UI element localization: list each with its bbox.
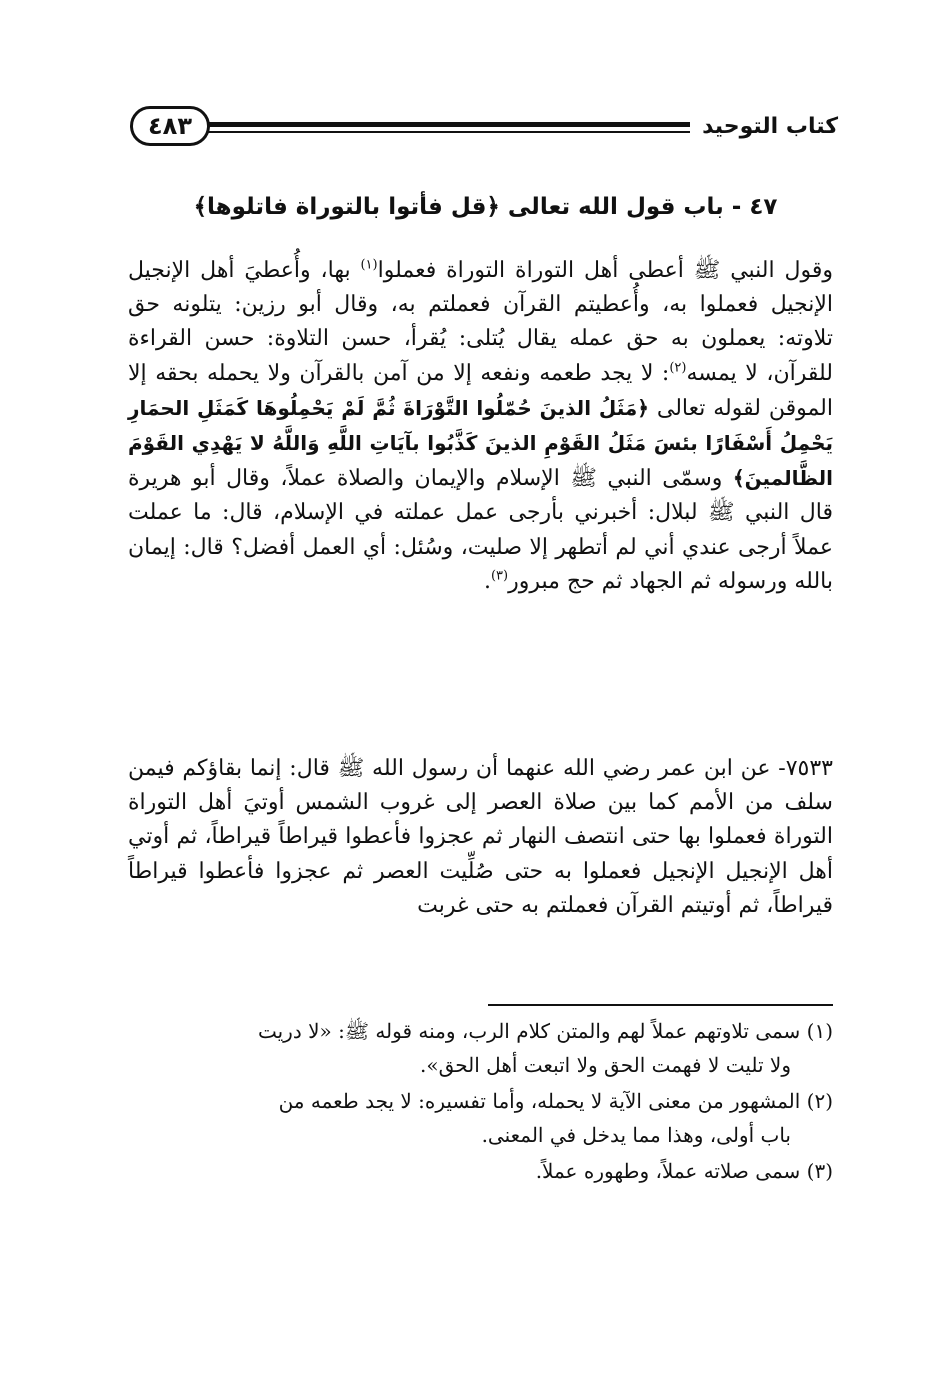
intro-text-3: : لا يجد طعمه ونفعه إلا من آمن بالقرآن ولا يحمله بحقه إلا الموقن لقوله تعالى (128, 360, 833, 421)
chapter-heading: ٤٧ - باب قول الله تعالى ﴿قل فأتوا بالتوراة فاتلوها﴾ (193, 194, 778, 220)
footnote-1-line-1: (١) سمى تلاوتهم عملاً لهم والمتن كلام الرب، ومنه قوله ﷺ: «لا دريت (257, 1019, 833, 1043)
footnotes (128, 1014, 833, 1190)
footnote-2-line-1: (٢) المشهور من معنى الآية لا يحمله، وأما تفسيره: لا يجد طعمه من (278, 1089, 833, 1113)
footnote-ref-1: (١) (360, 257, 378, 273)
intro-text-4: وسمّى النبي ﷺ الإسلام والإيمان والصلاة عملاً، وقال أبو هريرة قال النبي ﷺ لبلال: أخبرني بأرجى عمل عملته في الإسلام، قال: ما عملت عملاً أرجى عندي أني لم أتطهر إلا صليت، وسُئل: أي العمل أفضل؟ قال: إيمان بالله ورسوله ثم الجهاد ثم حج مبرور (128, 466, 833, 594)
intro-text-1: وقول النبي ﷺ أعطى أهل التوراة التوراة فعملوا (377, 258, 833, 283)
header-rule-thick (206, 122, 690, 127)
hadith-paragraph (128, 752, 833, 923)
intro-text-5: . (483, 568, 491, 594)
intro-paragraph (128, 254, 833, 599)
page-number: ٤٨٣ (130, 106, 210, 146)
footnote-2-line-2: باب أولى، وهذا مما يدخل في المعنى. (481, 1123, 791, 1147)
footnote-1-line-2: ولا تليت لا فهمت الحق ولا اتبعت أهل الحق». (419, 1053, 791, 1077)
footnote-3-line-1: (٣) سمى صلاته عملاً، وطهوره عملاً. (535, 1159, 833, 1183)
hadith-text: ٧٥٣٣- عن ابن عمر رضي الله عنهما أن رسول الله ﷺ قال: إنما بقاؤكم فيمن سلف من الأمم كما بين صلاة العصر إلى غروب الشمس أوتيَ أهل التوراة التوراة فعملوا بها حتى انتصف النهار ثم عجزوا فأعطوا قيراطاً قيراطاً، ثم أوتي أهل الإنجيل الإنجيل فعملوا به حتى صُلِّيت العصر ثم عجزوا فأعطوا قيراطاً قيراطاً، ثم أوتيتم القرآن فعملتم به حتى غربت (128, 756, 833, 918)
footnote-separator (488, 1004, 833, 1006)
quran-verse: ﴿مَثَلُ الذينَ حُمّلُوا التَّوْرَاةَ ثُمَّ لَمْ يَحْمِلُوهَا كَمَثَلِ الحمَارِ يَحْمِلُ أَسْفَارًا بئسَ مَثَلُ القَوْمِ الذينَ كَذَّبُوا بآيَاتِ اللَّهِ وَاللَّهُ لا يَهْدِي القَوْمَ الظَّالمينَ﴾ (128, 395, 833, 491)
footnote-3 (128, 1154, 833, 1188)
intro-text-2: بها، وأُعطيَ أهل الإنجيل الإنجيل فعملوا به، وأُعطيتم القرآن فعملتم به، وقال أبو رزين: يتلونه حق تلاوته: يعملون به حق عمله يقال يُتلى: يُقرأ، حسن التلاوة: حسن القراءة للقرآن، لا يمسه (128, 258, 833, 386)
header-rule-thin (206, 131, 690, 133)
footnote-1 (128, 1014, 833, 1082)
page-header (118, 98, 838, 160)
book-title: كتاب التوحيد (702, 114, 838, 139)
footnote-ref-2: (٢) (669, 360, 687, 376)
footnote-2 (128, 1084, 833, 1152)
footnote-ref-3: (٣) (490, 568, 509, 584)
